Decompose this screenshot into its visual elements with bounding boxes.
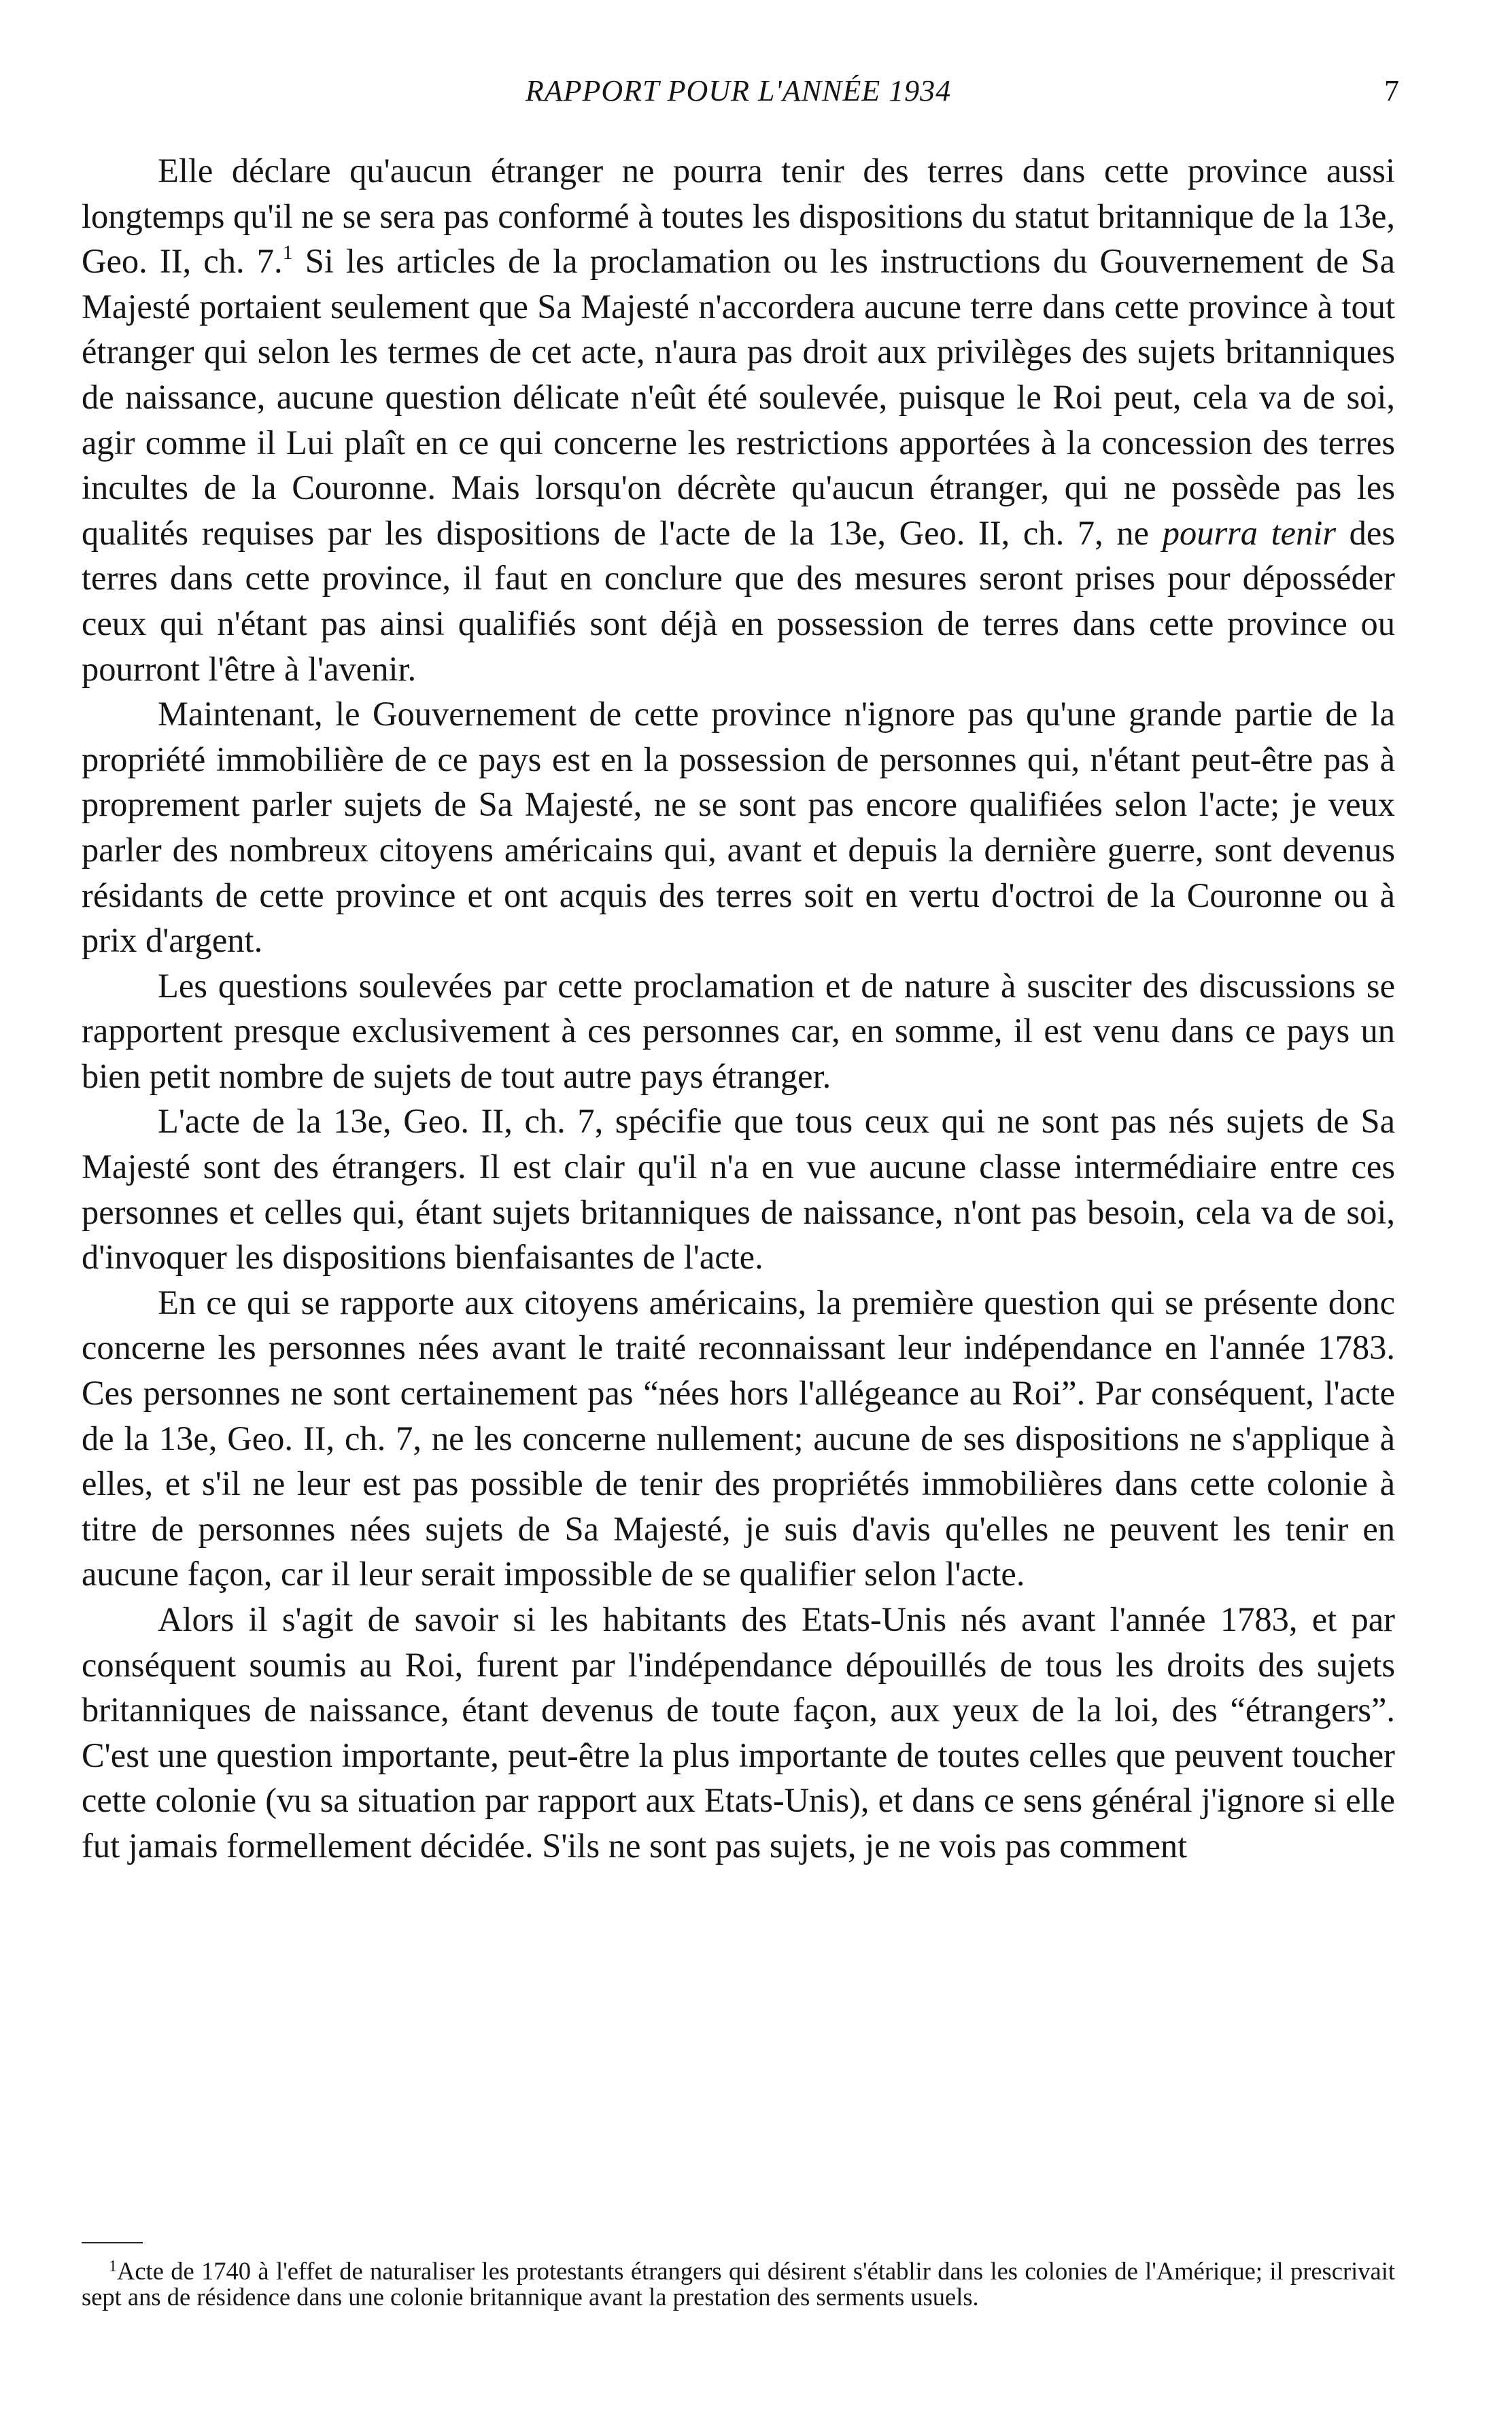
paragraph-3: Les questions soulevées par cette proclamation et de nature à susciter des discussions se rapportent presque exclusivement à ces personnes car, en somme, il est venu dans ce pays un bien petit nombre de sujets de tout autre pays étranger. [82, 966, 1395, 1095]
paragraph-1-part-b: Si les articles de la proclamation ou les instructions du Gouvernement de Sa Majesté portaient seulement que Sa Majesté n'accordera aucune terre dans cette province à tout étranger qui selon les termes de cet acte, n'aura pas droit aux privilèges des sujets britanniques de naissance, aucune question délicate n'eût été soulevée, puisque le Roi peut, cela va de soi, agir comme il Lui plaît en ce qui concerne les restrictions apportées à la concession des terres incultes de la Couronne. Mais lorsqu'on décrète qu'aucun étranger, qui ne possède pas les qualités requises par les dispositions de l'acte de la 13e, Geo. II, ch. 7, ne [82, 242, 1395, 552]
paragraph-2: Maintenant, le Gouvernement de cette province n'ignore pas qu'une grande partie de la propriété immobilière de ce pays est en la possession de personnes qui, n'étant peut-être pas à proprement parler sujets de Sa Majesté, ne se sont pas encore qualifiées selon l'acte; je veux parler des nombreux citoyens américains qui, avant et depuis la dernière guerre, sont devenus résidants de cette province et ont acquis des terres soit en vertu d'octroi de la Couronne ou à prix d'argent. [82, 695, 1395, 960]
footnote-reference: 1 [282, 241, 293, 264]
page-number: 7 [1384, 74, 1399, 107]
paragraph-5: En ce qui se rapporte aux citoyens américains, la première question qui se présente donc concerne les personnes nées avant le traité reconnaissant leur indépendance en l'année 1783. Ces personnes ne sont certainement pas “nées hors l'allégeance au Roi”. Par conséquent, l'acte de la 13e, Geo. II, ch. 7, ne les concerne nullement; aucune de ses dispositions ne s'applique à elles, et s'il ne leur est pas possible de tenir des propriétés immobilières dans cette colonie à titre de personnes nées sujets de Sa Majesté, je suis d'avis qu'elles ne peuvent les tenir en aucune façon, car il leur serait impossible de se qualifier selon l'acte. [82, 1283, 1395, 1593]
footnote-text: Acte de 1740 à l'effet de naturaliser les protestants étrangers qui désirent s'établir dans les colonies de l'Amérique; il prescrivait sept ans de résidence dans une colonie britannique avant la prestation des serments usuels. [82, 2257, 1395, 2311]
footnote [82, 2258, 1395, 2310]
emphasis-text: pourra tenir [1162, 513, 1337, 552]
paragraph-1 [82, 148, 1395, 691]
body-text [82, 148, 1395, 1869]
document-page [82, 68, 1399, 2311]
paragraph-1-part-c: des terres dans cette province, il faut en conclure que des mesures seront prises pour déposséder ceux qui n'étant pas ainsi qualifiés sont déjà en possession de terres dans cette province ou pourront l'être à l'avenir. [82, 513, 1395, 688]
footnote-divider [82, 2242, 143, 2243]
footnote-marker: 1 [109, 2258, 117, 2275]
paragraph-1-part-a: Elle déclare qu'aucun étranger ne pourra tenir des terres dans cette province aussi longtemps qu'il ne se sera pas conformé à toutes les dispositions du statut britannique de la 13e, Geo. II, ch. 7. [82, 152, 1395, 281]
paragraph-4: L'acte de la 13e, Geo. II, ch. 7, spécifie que tous ceux qui ne sont pas nés sujets de Sa Majesté sont des étrangers. Il est clair qu'il n'a en vue aucune classe intermédiaire entre ces personnes et celles qui, étant sujets britanniques de naissance, n'ont pas besoin, cela va de soi, d'invoquer les dispositions bienfaisantes de l'acte. [82, 1102, 1395, 1277]
running-title: RAPPORT POUR L'ANNÉE 1934 [525, 74, 952, 107]
page-header [82, 68, 1399, 122]
paragraph-6: Alors il s'agit de savoir si les habitants des Etats-Unis nés avant l'année 1783, et par conséquent soumis au Roi, furent par l'indépendance dépouillés de tous les droits des sujets britanniques de naissance, étant devenus de toute façon, aux yeux de la loi, des “étrangers”. C'est une question importante, peut-être la plus importante de toutes celles que peuvent toucher cette colonie (vu sa situation par rapport aux Etats-Unis), et dans ce sens général j'ignore si elle fut jamais formellement décidée. S'ils ne sont pas sujets, je ne vois pas comment [82, 1600, 1395, 1865]
